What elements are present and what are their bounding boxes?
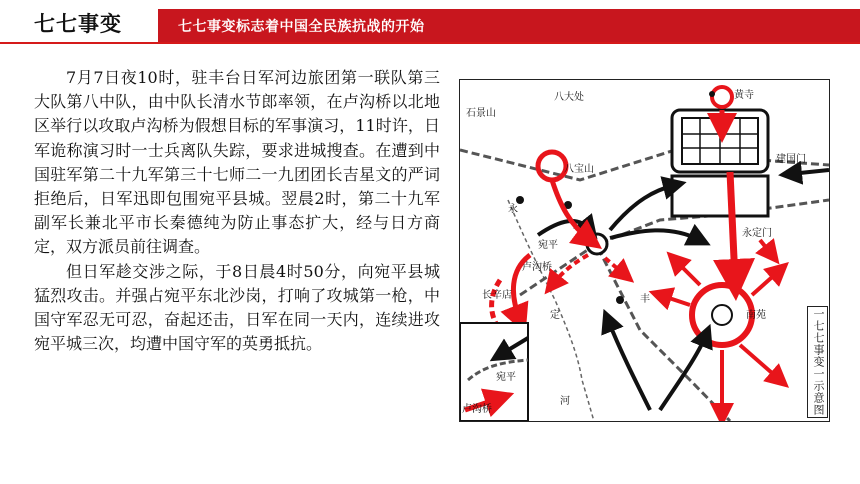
arrow-red xyxy=(675,260,700,285)
ring-nanyuan xyxy=(692,285,752,345)
arrow-red xyxy=(552,255,588,285)
label-ding: 定 xyxy=(550,310,560,321)
label-feng: 丰 xyxy=(640,294,650,305)
beiping-outer-city xyxy=(672,176,768,216)
label-yong: 永 xyxy=(508,204,518,215)
arrow-red xyxy=(760,240,772,255)
paragraph-2: 但日军趁交涉之际，于8日晨4时50分，向宛平县城猛烈攻击。并强占宛平东北沙岗，打响了攻城第一枪，中国守军忍无可忍，奋起还击，日军在同一天内，连续进攻宛平城三次，均遭中国守军的英勇抵抗。 xyxy=(34,261,440,354)
map-caption: 一七七事变一示意图 xyxy=(807,306,828,418)
label-wanping: 宛平 xyxy=(538,240,558,251)
label-huangsi: 黄寺 xyxy=(734,90,754,101)
arrow-red xyxy=(740,345,780,380)
arrow-red xyxy=(660,295,690,305)
arrow-red xyxy=(730,172,735,280)
label-badachu: 八大处 xyxy=(554,92,584,103)
label-he: 河 xyxy=(560,396,570,407)
arrow-red xyxy=(552,180,590,240)
railway-line xyxy=(460,150,829,180)
header-rule xyxy=(0,42,860,44)
marco-polo-map xyxy=(459,79,830,422)
paragraph-1: 7月7日夜10时，驻丰台日军河边旅团第一联队第三大队第八中队，由中队长清水节郎率领，在卢沟桥以北地区举行以攻取卢沟桥为假想目标的军事演习，11时许，日军诡称演习时一士兵离队失踪，要求进城搜查。在遭到中国驻军第二十九军第三十七师二一九团团长吉星文的严词拒绝后，日军迅即包围宛平县城。翌晨2时，第二十九军副军长兼北平市长秦德纯为防止事态扩大，经与日方商定，双方派员前往调查。 xyxy=(34,68,440,257)
arrow-red xyxy=(605,258,625,275)
arrow-black xyxy=(660,335,706,410)
label-shijingshan: 石景山 xyxy=(466,108,496,119)
ring-badaoshan xyxy=(538,152,566,180)
label-jianguomen: 建国门 xyxy=(776,154,806,165)
arrow-black xyxy=(610,185,675,230)
banner-text: 七七事变标志着中国全民族抗战的开始 xyxy=(178,19,425,35)
arrow-red xyxy=(752,270,780,295)
header-banner xyxy=(158,9,860,42)
label-changxindian: 长辛店 xyxy=(482,290,512,301)
body-text xyxy=(34,66,440,356)
label-yongdingmen: 永定门 xyxy=(742,228,772,239)
arrow-black xyxy=(610,230,700,240)
ring-huangsi xyxy=(712,87,732,107)
label-inset-lugouqiao: 卢沟桥 xyxy=(462,404,492,415)
label-nanyuan: 南苑 xyxy=(746,310,766,321)
label-babaoshan: 八宝山 xyxy=(564,164,594,175)
label-lugouqiao: 卢沟桥 xyxy=(522,262,552,273)
label-inset-wanping: 宛平 xyxy=(496,372,516,383)
page-title: 七七事变 xyxy=(34,12,122,36)
arrow-black xyxy=(790,170,829,174)
